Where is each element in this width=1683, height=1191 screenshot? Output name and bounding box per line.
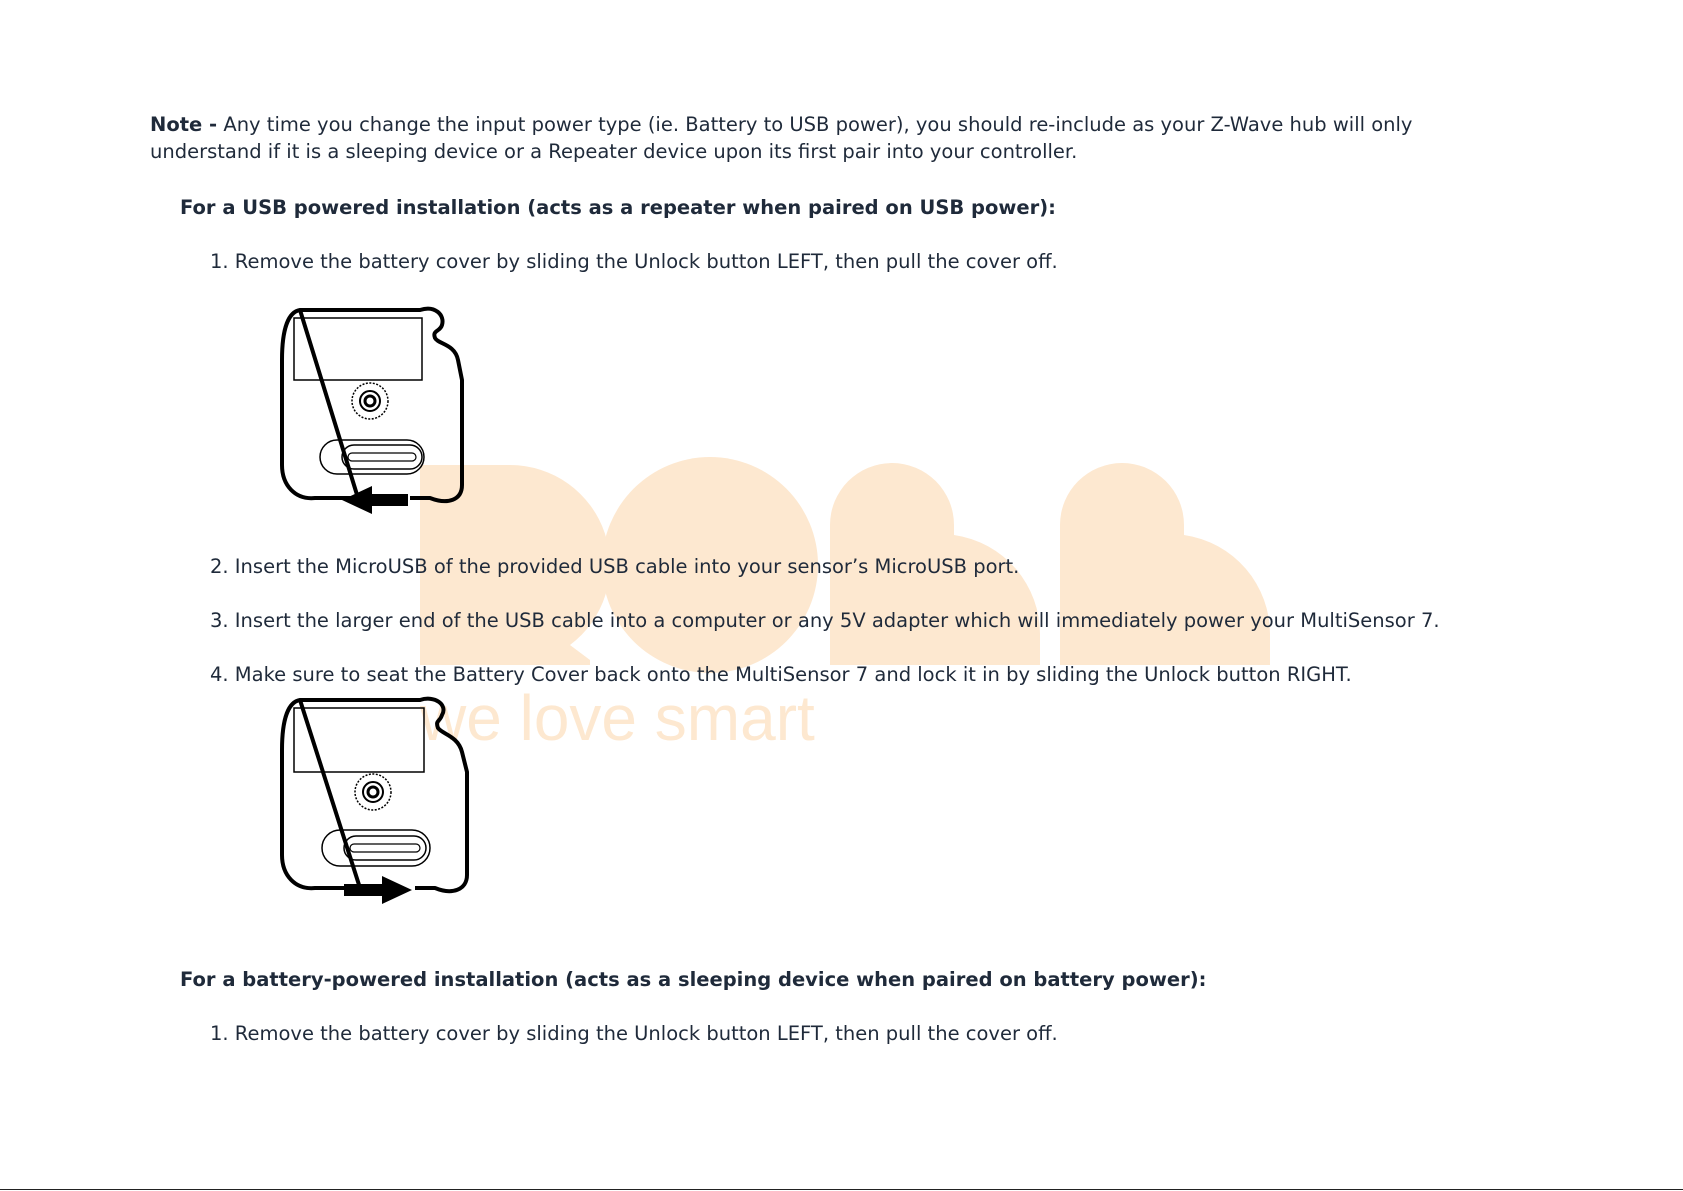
watermark-tagline: we love smart: [420, 682, 815, 745]
note-paragraph: [150, 111, 1520, 165]
battery-section-heading: For a battery-powered installation (acts as a sleeping device when paired on battery power):: [180, 968, 1207, 991]
usb-step-3: 3. Insert the larger end of the USB cable into a computer or any 5V adapter which will immediately power your MultiSensor 7.: [210, 609, 1440, 632]
page-bottom-divider: [0, 1189, 1683, 1190]
usb-step-2: 2. Insert the MicroUSB of the provided USB cable into your sensor’s MicroUSB port.: [210, 555, 1020, 578]
note-text: Any time you change the input power type (ie. Battery to USB power), you should re-include as your Z-Wave hub will only understand if it is a sleeping device or a Repeater device upon its first pair into your controller.: [150, 113, 1413, 163]
sensor-unlock-left-icon: [270, 300, 480, 530]
usb-step-4: 4. Make sure to seat the Battery Cover back onto the MultiSensor 7 and lock it in by sliding the Unlock button RIGHT.: [210, 663, 1352, 686]
sensor-lock-right-icon: [270, 690, 485, 920]
battery-step-1: 1. Remove the battery cover by sliding the Unlock button LEFT, then pull the cover off.: [210, 1022, 1058, 1045]
usb-step-1: 1. Remove the battery cover by sliding the Unlock button LEFT, then pull the cover off.: [210, 250, 1058, 273]
note-label: Note -: [150, 113, 218, 136]
usb-section-heading: For a USB powered installation (acts as a repeater when paired on USB power):: [180, 196, 1056, 219]
watermark-letter-b-2: [1060, 463, 1270, 665]
robb-watermark-logo: [420, 455, 1280, 745]
